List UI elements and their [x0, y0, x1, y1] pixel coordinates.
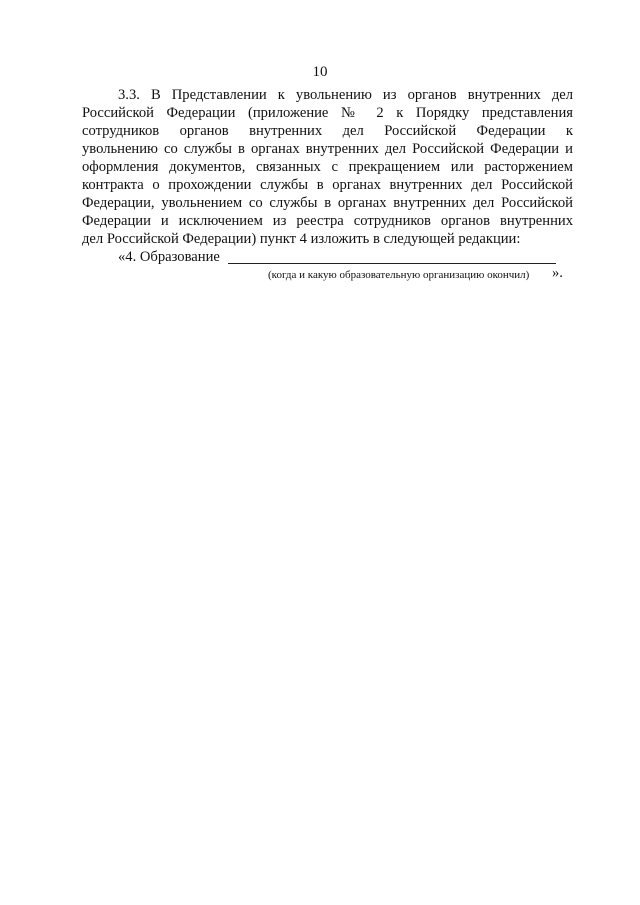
page-number: 10: [312, 64, 328, 80]
education-item-label: «4. Образование: [118, 249, 220, 265]
paragraph-line: контракта о прохождении службы в органах внутренних дел Российской: [82, 177, 573, 193]
paragraph-line: сотрудников органов внутренних дел Российской Федерации к: [82, 123, 573, 139]
amendment-paragraph: [82, 86, 573, 248]
paragraph-line: Федерации и исключением из реестра сотрудников органов внутренних: [82, 213, 573, 229]
paragraph-line: дел Российской Федерации) пункт 4 изложить в следующей редакции:: [82, 231, 521, 247]
paragraph-line: увольнению со службы в органах внутренних дел Российской Федерации и: [82, 141, 573, 157]
education-fill-line: [228, 263, 556, 264]
paragraph-line: Российской Федерации (приложение № 2 к Порядку представления: [82, 105, 573, 121]
paragraph-line: 3.3. В Представлении к увольнению из органов внутренних дел: [118, 87, 573, 103]
education-field-hint: (когда и какую образовательную организацию окончил): [268, 269, 530, 281]
closing-quote: ».: [552, 265, 563, 281]
paragraph-line: Федерации, увольнением со службы в органах внутренних дел Российской: [82, 195, 573, 211]
paragraph-line: оформления документов, связанных с прекращением или расторжением: [82, 159, 573, 175]
